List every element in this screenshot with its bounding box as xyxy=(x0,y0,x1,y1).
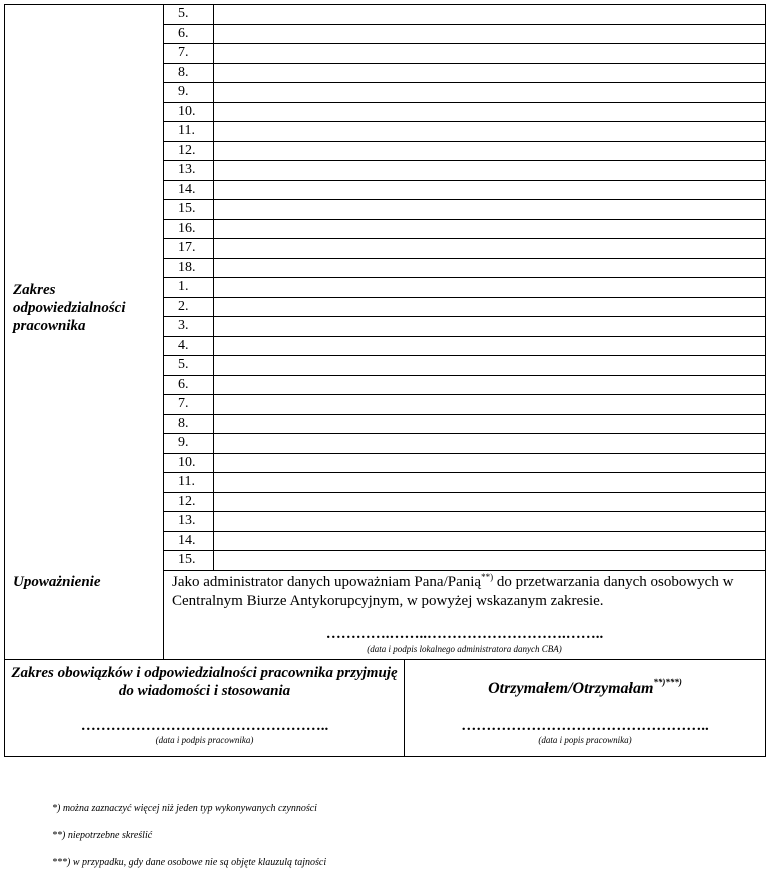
table-row xyxy=(164,103,765,123)
row-number: 7. xyxy=(164,44,214,63)
row-number: 13. xyxy=(164,512,214,531)
table-row xyxy=(164,25,765,45)
received-footnote-marker: **)***) xyxy=(653,676,682,687)
row-entry-field[interactable] xyxy=(214,493,765,512)
row-number: 5. xyxy=(164,5,214,24)
authorization-text-after: do przetwarzania danych osobowych w Centralnym Biurze Antykorupcyjnym, w powyżej wskazanym zakresie. xyxy=(172,573,734,609)
table-row xyxy=(164,181,765,201)
activity-range-section xyxy=(5,5,765,278)
employee-signature xyxy=(5,718,404,745)
row-number: 14. xyxy=(164,532,214,551)
admin-signature-line[interactable]: ………….……..……………………….…….. xyxy=(325,625,604,642)
row-entry-field[interactable] xyxy=(214,532,765,551)
row-entry-field[interactable] xyxy=(214,434,765,453)
row-number: 12. xyxy=(164,142,214,161)
table-row xyxy=(164,220,765,240)
row-entry-field[interactable] xyxy=(214,298,765,317)
acceptance-right xyxy=(405,660,765,756)
received-signature-caption: (data i popis pracownika) xyxy=(538,734,632,745)
row-entry-field[interactable] xyxy=(214,5,765,24)
row-number: 8. xyxy=(164,415,214,434)
acceptance-section xyxy=(5,660,765,756)
authorization-text-before: Jako administrator danych upoważniam Pana/Panią xyxy=(172,573,482,590)
row-number: 10. xyxy=(164,454,214,473)
received-heading xyxy=(405,676,765,698)
authorization-section xyxy=(5,571,765,660)
row-number: 6. xyxy=(164,25,214,44)
row-entry-field[interactable] xyxy=(214,337,765,356)
table-row xyxy=(164,551,765,571)
received-signature-line[interactable]: ………………………………………….. xyxy=(461,717,709,734)
row-entry-field[interactable] xyxy=(214,376,765,395)
row-entry-field[interactable] xyxy=(214,103,765,122)
responsibility-label: Zakres odpowiedzialności pracownika xyxy=(13,282,126,334)
table-row xyxy=(164,200,765,220)
row-number: 9. xyxy=(164,434,214,453)
responsibility-rows xyxy=(164,278,765,571)
row-number: 15. xyxy=(164,551,214,570)
row-number: 8. xyxy=(164,64,214,83)
table-row xyxy=(164,376,765,396)
row-entry-field[interactable] xyxy=(214,200,765,219)
authorization-form-table xyxy=(4,4,766,757)
table-row xyxy=(164,5,765,25)
admin-signature-caption: (data i podpis lokalnego administratora danych CBA) xyxy=(367,643,562,654)
row-entry-field[interactable] xyxy=(214,473,765,492)
table-row xyxy=(164,259,765,279)
table-row xyxy=(164,298,765,318)
row-entry-field[interactable] xyxy=(214,395,765,414)
row-number: 10. xyxy=(164,103,214,122)
table-row xyxy=(164,278,765,298)
employee-signature-line[interactable]: ………………………………………….. xyxy=(80,717,329,734)
table-row xyxy=(164,434,765,454)
row-number: 9. xyxy=(164,83,214,102)
row-number: 18. xyxy=(164,259,214,278)
row-entry-field[interactable] xyxy=(214,415,765,434)
row-entry-field[interactable] xyxy=(214,551,765,570)
responsibility-label-cell xyxy=(5,278,164,571)
employee-signature-caption: (data i podpis pracownika) xyxy=(155,734,254,745)
table-row xyxy=(164,337,765,357)
authorization-body xyxy=(164,571,765,659)
row-entry-field[interactable] xyxy=(214,356,765,375)
table-row xyxy=(164,356,765,376)
row-entry-field[interactable] xyxy=(214,161,765,180)
received-heading-text: Otrzymałem/Otrzymałam xyxy=(488,679,654,697)
row-number: 4. xyxy=(164,337,214,356)
authorization-footnote-marker: **) xyxy=(481,571,494,582)
row-number: 13. xyxy=(164,161,214,180)
row-number: 2. xyxy=(164,298,214,317)
activity-range-label-cell xyxy=(5,5,164,278)
row-entry-field[interactable] xyxy=(214,142,765,161)
admin-signature xyxy=(164,625,765,654)
table-row xyxy=(164,415,765,435)
responsibility-section xyxy=(5,278,765,571)
row-entry-field[interactable] xyxy=(214,64,765,83)
table-row xyxy=(164,122,765,142)
row-number: 16. xyxy=(164,220,214,239)
row-number: 3. xyxy=(164,317,214,336)
table-row xyxy=(164,493,765,513)
row-number: 15. xyxy=(164,200,214,219)
row-number: 14. xyxy=(164,181,214,200)
footnote-1: *) można zaznaczyć więcej niż jeden typ wykonywanych czynności xyxy=(52,803,317,814)
table-row xyxy=(164,239,765,259)
authorization-label: Upoważnienie xyxy=(5,571,164,659)
row-entry-field[interactable] xyxy=(214,25,765,44)
row-entry-field[interactable] xyxy=(214,83,765,102)
row-entry-field[interactable] xyxy=(214,278,765,297)
row-number: 6. xyxy=(164,376,214,395)
acceptance-heading: Zakres obowiązków i odpowiedzialności pracownika przyjmuję do wiadomości i stosowania xyxy=(11,664,398,699)
authorization-text xyxy=(172,573,761,611)
table-row xyxy=(164,44,765,64)
activity-range-rows xyxy=(164,5,765,278)
row-entry-field[interactable] xyxy=(214,317,765,336)
row-number: 11. xyxy=(164,122,214,141)
row-entry-field[interactable] xyxy=(214,454,765,473)
row-entry-field[interactable] xyxy=(214,259,765,278)
row-number: 1. xyxy=(164,278,214,297)
table-row xyxy=(164,161,765,181)
table-row xyxy=(164,473,765,493)
footnote-3: ***) w przypadku, gdy dane osobowe nie są objęte klauzulą tajności xyxy=(52,857,327,868)
table-row xyxy=(164,395,765,415)
row-entry-field[interactable] xyxy=(214,220,765,239)
table-row xyxy=(164,64,765,84)
row-entry-field[interactable] xyxy=(214,44,765,63)
table-row xyxy=(164,454,765,474)
table-row xyxy=(164,142,765,162)
row-number: 12. xyxy=(164,493,214,512)
footnote-2: **) niepotrzebne skreślić xyxy=(52,830,153,841)
row-entry-field[interactable] xyxy=(214,122,765,141)
received-signature xyxy=(405,718,765,745)
row-number: 17. xyxy=(164,239,214,258)
row-entry-field[interactable] xyxy=(214,239,765,258)
table-row xyxy=(164,532,765,552)
table-row xyxy=(164,512,765,532)
table-row xyxy=(164,83,765,103)
row-entry-field[interactable] xyxy=(214,512,765,531)
acceptance-left xyxy=(5,660,405,756)
row-entry-field[interactable] xyxy=(214,181,765,200)
table-row xyxy=(164,317,765,337)
row-number: 11. xyxy=(164,473,214,492)
row-number: 5. xyxy=(164,356,214,375)
row-number: 7. xyxy=(164,395,214,414)
